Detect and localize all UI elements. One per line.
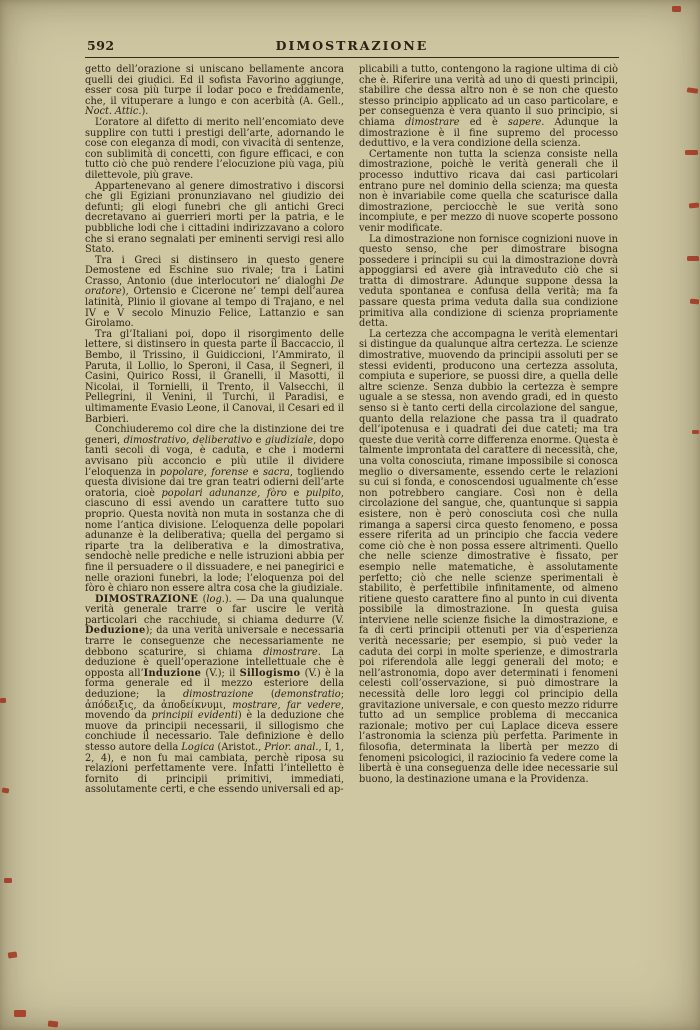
paragraph: Conchiuderemo col dire che la distinzione dei tre generi, dimostrativo, deliberativo e giudiziale, dopo tanti secoli di voga, è caduta, e che i moderni avvisano più acconcio e più utile il dividere l’eloquenza in popolare, forense e sacra, togliendo questa divisione dai tre gran teatri odierni dell’arte oratoria, cioè popolari adunanze, fòro e pulpito, ciascuno di essi avendo un carattere tutto suo proprio. Questa novità non muta in sostanza che di nome l’antica divisione. L’eloquenza delle popolari adunanze è la deliberativa; quella del pergamo si riparte tra la deliberativa e la dimostrativa, sendochè nelle prediche e nelle istruzioni abbia per fine il persuadere o il dissuadere, e nei panegirici e nelle orazioni funebri, la lode; l’eloquenza poi del fòro è chiaro non essere altra cosa che la giudiziale.: [85, 424, 344, 595]
scan-mark: [687, 256, 699, 261]
page-number: 592: [87, 38, 115, 53]
paragraph: DIMOSTRAZIONE (log.). — Da una qualunque verità generale trarre o far uscire le verità particolari che racchiude, si chiama dedurre (V. Deduzione); da una verità universale e necessaria trarre le conseguenze che necessariamente ne debbono scaturire, si chiama dimostrare. La deduzione è quell’operazione intellettuale che è opposta all’Induzione (V.); il Sillogismo (V.) è la forma generale ed il mezzo esteriore della deduzione; la dimostrazione (demonstratio; ἀπόδειξις, da ἀποδείκνυμι, mostrare, far vedere, movendo da principii evidenti) è la deduzione che muove da principii necessarii, il sillogismo che conchiude il necessario. Tale definizione è dello stesso autore della Logica (Aristot., Prior. anal., I, 1, 2, 4), e non fu mai cambiata, perchè riposa su relazioni perfettamente vere. Infatti l’intelletto è fornito di principii primitivi, immediati, assolutamente certi, e che essendo universali ed ap-: [85, 593, 345, 796]
page-content: [85, 38, 619, 796]
paragraph: getto dell’orazione si uniscano bellamente ancora quelli dei giudici. Ed il sofista Favorino aggiunge, esser cosa più turpe il lodar poco e freddamente, che, il vituperare a lungo e con acerbità (A. Gell., Noct. Attic.).: [85, 64, 344, 118]
scan-mark: [672, 6, 681, 12]
paragraph: Appartenevano al genere dimostrativo i discorsi che gli Egiziani pronunziavano nel giudizio dei defunti; gli elogi funebri che gli antichi Greci decretavano ai guerrieri morti per la patria, e le pubbliche lodi che i cittadini indirizzavano a coloro che si erano segnalati per eminenti servigi resi allo Stato.: [85, 180, 344, 256]
scan-mark: [689, 202, 699, 208]
scan-mark: [4, 878, 12, 883]
scan-mark: [48, 1020, 59, 1027]
left-column: [85, 65, 344, 796]
scan-mark: [0, 698, 6, 703]
paragraph: Certamente non tutta la scienza consiste nella dimostrazione, poichè le verità generali che il processo induttivo ricava dai casi particolari entrano pure nel dominio della scienza; ma questa non è invariabile come quella che scaturisce dalla dimostrazione, perciocchè le sue verità sono incompiute, e per mezzo di nuove scoperte possono venir modificate.: [359, 148, 618, 234]
scan-mark: [8, 951, 18, 958]
paragraph: La certezza che accompagna le verità elementari si distingue da qualunque altra certezza. Le scienze dimostrative, muovendo da principii assoluti per se stessi evidenti, producono una certezza assoluta, compiuta e superiore, se puossi dire, a quella delle altre scienze. Senza dubbio la certezza è sempre uguale a se stessa, non avendo gradi, ed in questo senso si è tanto certi della circolazione del sangue, quanto della relazione che passa tra il quadrato dell’ipotenusa e i quadrati dei due cateti; ma tra queste due verità corre differenza enorme. Questa è talmente improntata del carattere di necessità, che, una volta conosciuta, rimane impossibile si conosca meglio o diversamente, essendo certe le relazioni su cui si fonda, e conoscendosi ugualmente ch’esse non potrebbero cangiare. Così non è della circolazione del sangue, che, quantunque si sappia esistere, non è però conosciuta così che nulla rimanga a sapersi circa questo fenomeno, e possa essere riferita ad un principio che faccia vedere come ciò che è non possa essere altrimenti. Quello che nelle scienze dimostrative è fissato, per esempio nelle matematiche, è assolutamente perfetto; ciò che nelle scienze sperimentali è stabilito, è perfettibile infinitamente, od almeno ritiene questo carattere fino al punto in cui diventa possibile la dimostrazione. In questa guisa interviene nelle scienze fisiche la dimostrazione, e fa di certi principii ottenuti per via d’esperienza verità necessarie; per esempio, si può veder la caduta dei corpi in molte sperienze, e dimostrarla poi riferendola alle leggi generali del moto; e nell’astronomia, dopo aver determinati i fenomeni celesti coll’osservazione, si può dimostrare la necessità delle loro leggi col principio della gravitazione universale, e con questo mezzo ridurre tutto ad un semplice problema di meccanica razionale; motivo per cui Laplace diceva essere l’astronomia la scienza più perfetta. Parimente in filosofia, determinata la libertà per mezzo di fenomeni psicologici, il raziocinio fa vedere come la libertà è una conseguenza delle idee necessarie sul buono, la destinazione umana e la Providenza.: [359, 328, 618, 785]
scan-mark: [2, 787, 10, 793]
header-rule: [85, 57, 619, 58]
page-header: [85, 38, 619, 53]
scan-mark: [14, 1010, 26, 1017]
paragraph: L’oratore al difetto di merito nell’encomiato deve supplire con tutti i prestigi dell’arte, adornando le cose con eleganza di modi, con vivacità di sentenze, con sublimità di concetti, con figure efficaci, e con tutto ciò che può rendere l’elocuzione più vaga, più dilettevole, più grave.: [85, 116, 344, 181]
paragraph: Tra gl’Italiani poi, dopo il risorgimento delle lettere, si distinsero in questa parte il Baccaccio, il Bembo, il Trissino, il Guidiccioni, l’Ammirato, il Paruta, il Lollio, lo Speroni, il Casa, il Segneri, il Casini, Quirico Rossi, il Granelli, il Masotti, il Nicolai, il Tornielli, il Trento, il Valsecchi, il Pellegrini, il Venini, il Turchi, il Paradisi, e ultimamente Evasio Leone, il Canovai, il Cesari ed il Barbieri.: [85, 328, 344, 425]
text-columns: [85, 65, 619, 796]
scan-mark: [687, 87, 699, 93]
paragraph: plicabili a tutto, contengono la ragione ultima di ciò che è. Riferire una verità ad uno di questi principii, stabilire che dessa altro non è se non che questo stesso principio applicato ad un caso particolare, e per conseguenza è vera quanto il suo principio, si chiama dimostrare ed è sapere. Adunque la dimostrazione è il fine supremo del processo deduttivo, e la vera condizione della scienza.: [359, 64, 618, 150]
scan-mark: [690, 299, 699, 305]
scan-mark: [692, 430, 699, 434]
running-title: DIMOSTRAZIONE: [275, 38, 429, 53]
paragraph: Tra i Greci si distinsero in questo genere Demostene ed Eschine suo rivale; tra i Latini Crasso, Antonio (due interlocutori ne’ dialoghi De oratore), Ortensio e Cicerone ne’ tempi dell’aurea latinità, Plinio il giovane al tempo di Trajano, e nel IV e V secolo Minuzio Felice, Lattanzio e san Girolamo.: [85, 254, 344, 330]
paragraph: La dimostrazione non fornisce cognizioni nuove in questo senso, che per dimostrare bisogna possedere i principii su cui la dimostrazione dovrà appoggiarsi ed avere già intraveduto ciò che si tratta di dimostrare. Adunque suppone dessa la veduta spontanea e confusa della verità; ma fa passare questa prima veduta dalla sua condizione primitiva alla condizione di scienza propriamente detta.: [359, 233, 618, 330]
right-column: [359, 65, 618, 796]
scan-mark: [685, 150, 698, 155]
